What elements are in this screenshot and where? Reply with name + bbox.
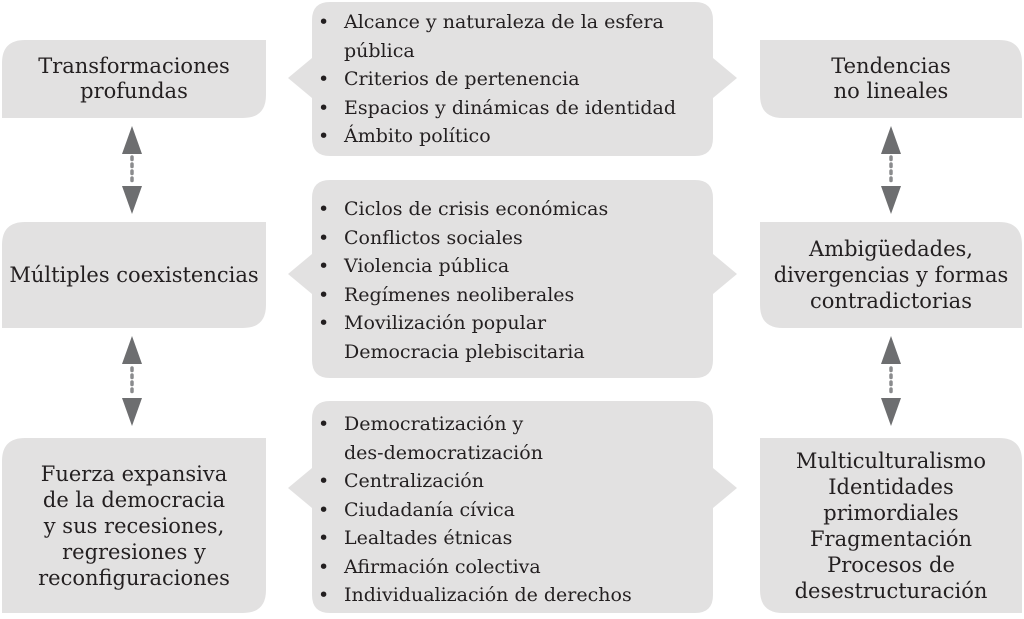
center-box-2 bbox=[312, 195, 712, 366]
list-item-text: Alcance y naturaleza de la esfera bbox=[344, 11, 664, 33]
list-item bbox=[312, 94, 712, 123]
list-item-text: Individualización de derechos bbox=[344, 584, 632, 606]
left-box-3 bbox=[2, 438, 266, 613]
bullet-icon: • bbox=[318, 11, 330, 33]
list-item bbox=[312, 553, 712, 582]
bullet-icon: • bbox=[318, 68, 330, 90]
box-line: Fragmentación bbox=[809, 526, 973, 551]
list-item-text: Afirmación colectiva bbox=[344, 555, 541, 578]
box-line: divergencias y formas bbox=[773, 263, 1009, 287]
bullet-icon: • bbox=[318, 226, 330, 249]
box-line: de la democracia bbox=[42, 487, 226, 512]
list-item bbox=[312, 581, 712, 610]
list-item-text: Regímenes neoliberales bbox=[344, 283, 575, 306]
box-line: regresiones y bbox=[62, 539, 206, 564]
list-item bbox=[312, 496, 712, 525]
list-item-text: Ámbito político bbox=[344, 125, 491, 147]
box-line: y sus recesiones, bbox=[43, 513, 225, 538]
box-line: Transformaciones bbox=[38, 54, 230, 78]
list-item bbox=[312, 224, 712, 253]
bullet-icon: • bbox=[318, 470, 330, 492]
left-box-2 bbox=[2, 222, 266, 328]
box-line: desestructuración bbox=[794, 578, 988, 603]
box-line: Fuerza expansiva bbox=[40, 461, 228, 486]
box-line: Identidades bbox=[828, 474, 954, 499]
list-item bbox=[312, 524, 712, 553]
box-line: Multiculturalismo bbox=[795, 448, 987, 473]
list-item-text: Democracia plebiscitaria bbox=[344, 340, 585, 363]
box-line: primordiales bbox=[823, 500, 959, 525]
box-line: contradictorias bbox=[810, 289, 972, 313]
bullet-icon: • bbox=[318, 255, 330, 277]
list-item-text: Lealtades étnicas bbox=[344, 527, 513, 549]
list-item bbox=[312, 37, 712, 66]
list-item bbox=[312, 195, 712, 224]
list-item bbox=[312, 252, 712, 281]
box-line: Múltiples coexistencias bbox=[9, 262, 259, 287]
box-line: no lineales bbox=[833, 79, 949, 103]
right-box-1 bbox=[760, 40, 1022, 118]
box-line: Ambigüedades, bbox=[809, 237, 973, 261]
list-item-text: Democratización y bbox=[344, 413, 524, 435]
list-item-text: Ciudadanía cívica bbox=[344, 498, 516, 521]
bullet-icon: • bbox=[318, 96, 330, 119]
bullet-icon: • bbox=[318, 527, 330, 549]
list-item bbox=[312, 338, 712, 367]
right-box-2 bbox=[760, 222, 1022, 328]
left-box-1 bbox=[2, 40, 266, 118]
list-item-text: Conflictos sociales bbox=[344, 226, 523, 249]
bullet-icon: • bbox=[318, 198, 330, 220]
list-item bbox=[312, 281, 712, 310]
double-arrow-icon bbox=[122, 336, 142, 426]
list-item bbox=[312, 309, 712, 338]
list-item bbox=[312, 439, 712, 468]
list-item-text: pública bbox=[344, 39, 415, 62]
double-arrow-icon bbox=[122, 126, 142, 214]
list-item bbox=[312, 8, 712, 37]
center-box-3 bbox=[312, 410, 712, 610]
list-item-text: des-democratización bbox=[344, 441, 543, 464]
box-line: Procesos de bbox=[827, 552, 955, 577]
center-box-1 bbox=[312, 8, 712, 151]
right-box-3 bbox=[760, 438, 1022, 613]
bullet-icon: • bbox=[318, 584, 330, 606]
list-item bbox=[312, 65, 712, 94]
bullet-icon: • bbox=[318, 413, 330, 435]
list-item bbox=[312, 467, 712, 496]
list-item bbox=[312, 122, 712, 151]
list-item bbox=[312, 410, 712, 439]
bullet-icon: • bbox=[318, 555, 330, 578]
list-item-text: Ciclos de crisis económicas bbox=[344, 198, 609, 220]
list-item-text: Criterios de pertenencia bbox=[344, 68, 580, 90]
bullet-icon: • bbox=[318, 498, 330, 521]
box-line: profundas bbox=[80, 79, 188, 103]
list-item-text: Violencia pública bbox=[344, 255, 510, 277]
box-line: Tendencias bbox=[831, 54, 951, 78]
list-item-text: Espacios y dinámicas de identidad bbox=[344, 96, 677, 119]
bullet-icon: • bbox=[318, 125, 330, 147]
double-arrow-icon bbox=[881, 126, 901, 214]
list-item-text: Movilización popular bbox=[344, 312, 547, 334]
double-arrow-icon bbox=[881, 336, 901, 426]
bullet-icon: • bbox=[318, 283, 330, 306]
box-line: reconfiguraciones bbox=[38, 565, 230, 590]
list-item-text: Centralización bbox=[344, 470, 484, 492]
bullet-icon: • bbox=[318, 312, 330, 334]
